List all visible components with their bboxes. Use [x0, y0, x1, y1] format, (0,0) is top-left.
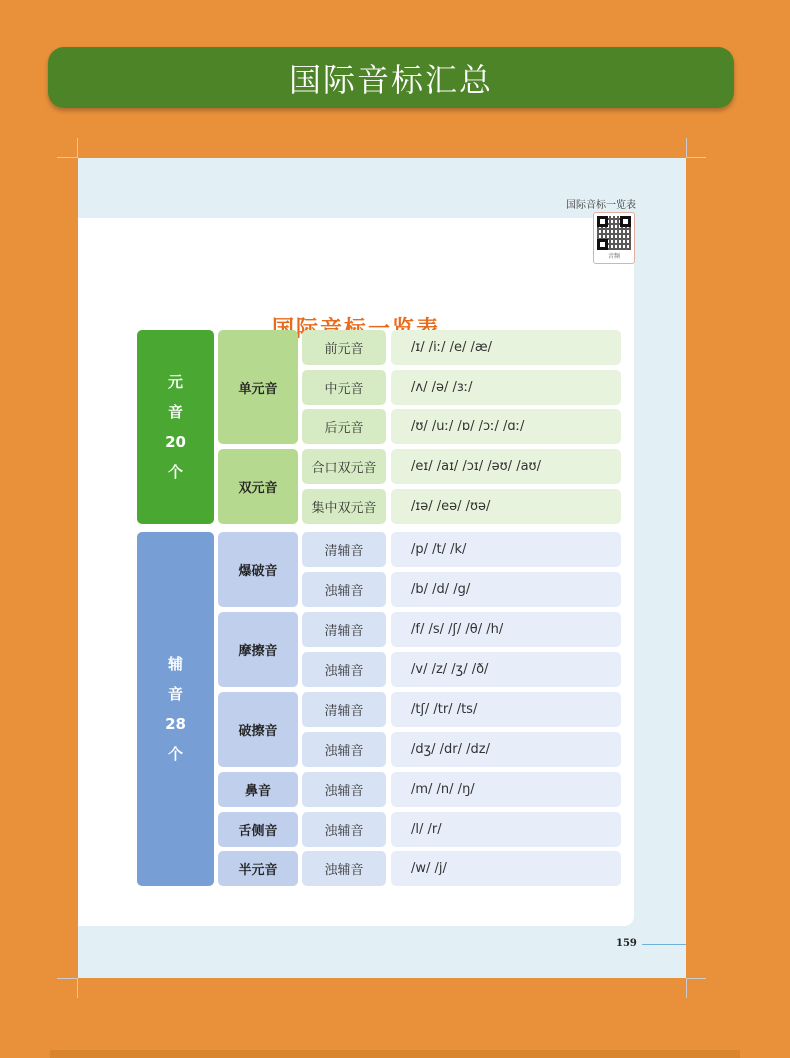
group-char: 音 [167, 685, 183, 703]
group-count: 20 [165, 433, 186, 451]
subcategory: 清辅音 [302, 612, 386, 647]
group-char: 个 [167, 463, 183, 481]
consonant-group [137, 532, 214, 886]
symbols: /ʊ/ /uː/ /ɒ/ /ɔː/ /ɑː/ [391, 409, 621, 444]
symbols: /f/ /s/ /ʃ/ /θ/ /h/ [391, 612, 621, 647]
category-fricative: 摩擦音 [218, 612, 298, 687]
symbols: /eɪ/ /aɪ/ /ɔɪ/ /əʊ/ /aʊ/ [391, 449, 621, 484]
book-page [78, 158, 686, 978]
group-count: 28 [165, 715, 186, 733]
content-card [78, 218, 634, 926]
symbols: /tʃ/ /tr/ /ts/ [391, 692, 621, 727]
crop-mark [686, 138, 687, 158]
symbols: /ɪə/ /eə/ /ʊə/ [391, 489, 621, 524]
subcategory: 浊辅音 [302, 572, 386, 607]
symbols: /ʌ/ /ə/ /ɜː/ [391, 370, 621, 405]
symbols: /l/ /r/ [391, 812, 621, 847]
qr-label: 音频 [607, 253, 620, 260]
crop-mark [686, 978, 687, 998]
symbols: /b/ /d/ /g/ [391, 572, 621, 607]
category-lateral: 舌侧音 [218, 812, 298, 847]
subcategory: 浊辅音 [302, 772, 386, 807]
symbols: /ɪ/ /iː/ /e/ /æ/ [391, 330, 621, 365]
page-number: 159 [616, 938, 637, 949]
subcategory: 后元音 [302, 409, 386, 444]
crop-mark [686, 157, 706, 158]
symbols: /dʒ/ /dr/ /dz/ [391, 732, 621, 767]
subcategory: 中元音 [302, 370, 386, 405]
bottom-strip [50, 1050, 740, 1058]
page-header: 国际音标一览表 [566, 200, 636, 211]
group-char: 音 [167, 403, 183, 421]
crop-mark [77, 978, 78, 998]
symbols: /m/ /n/ /ŋ/ [391, 772, 621, 807]
subcategory: 合口双元音 [302, 449, 386, 484]
symbols: /p/ /t/ /k/ [391, 532, 621, 567]
subcategory: 浊辅音 [302, 851, 386, 886]
qr-finder [597, 216, 608, 227]
category-monophthong: 单元音 [218, 330, 298, 444]
category-diphthong: 双元音 [218, 449, 298, 524]
group-char: 个 [167, 745, 183, 763]
category-affricate: 破擦音 [218, 692, 298, 767]
crop-mark [57, 978, 77, 979]
qr-code-icon[interactable] [593, 212, 635, 264]
qr-finder [597, 239, 608, 250]
crop-mark [686, 978, 706, 979]
symbols: /v/ /z/ /ʒ/ /ð/ [391, 652, 621, 687]
group-char: 辅 [167, 655, 183, 673]
crop-mark [57, 157, 77, 158]
category-semivowel: 半元音 [218, 851, 298, 886]
subcategory: 浊辅音 [302, 812, 386, 847]
banner-title: 国际音标汇总 [48, 47, 734, 108]
group-char: 元 [167, 373, 183, 391]
vowel-group [137, 330, 214, 524]
qr-finder [620, 216, 631, 227]
symbols: /w/ /j/ [391, 851, 621, 886]
category-nasal: 鼻音 [218, 772, 298, 807]
subcategory: 清辅音 [302, 532, 386, 567]
crop-mark [77, 138, 78, 158]
subcategory: 前元音 [302, 330, 386, 365]
category-plosive: 爆破音 [218, 532, 298, 607]
subcategory: 浊辅音 [302, 732, 386, 767]
subcategory: 集中双元音 [302, 489, 386, 524]
page-number-rule [642, 944, 686, 945]
subcategory: 浊辅音 [302, 652, 386, 687]
subcategory: 清辅音 [302, 692, 386, 727]
